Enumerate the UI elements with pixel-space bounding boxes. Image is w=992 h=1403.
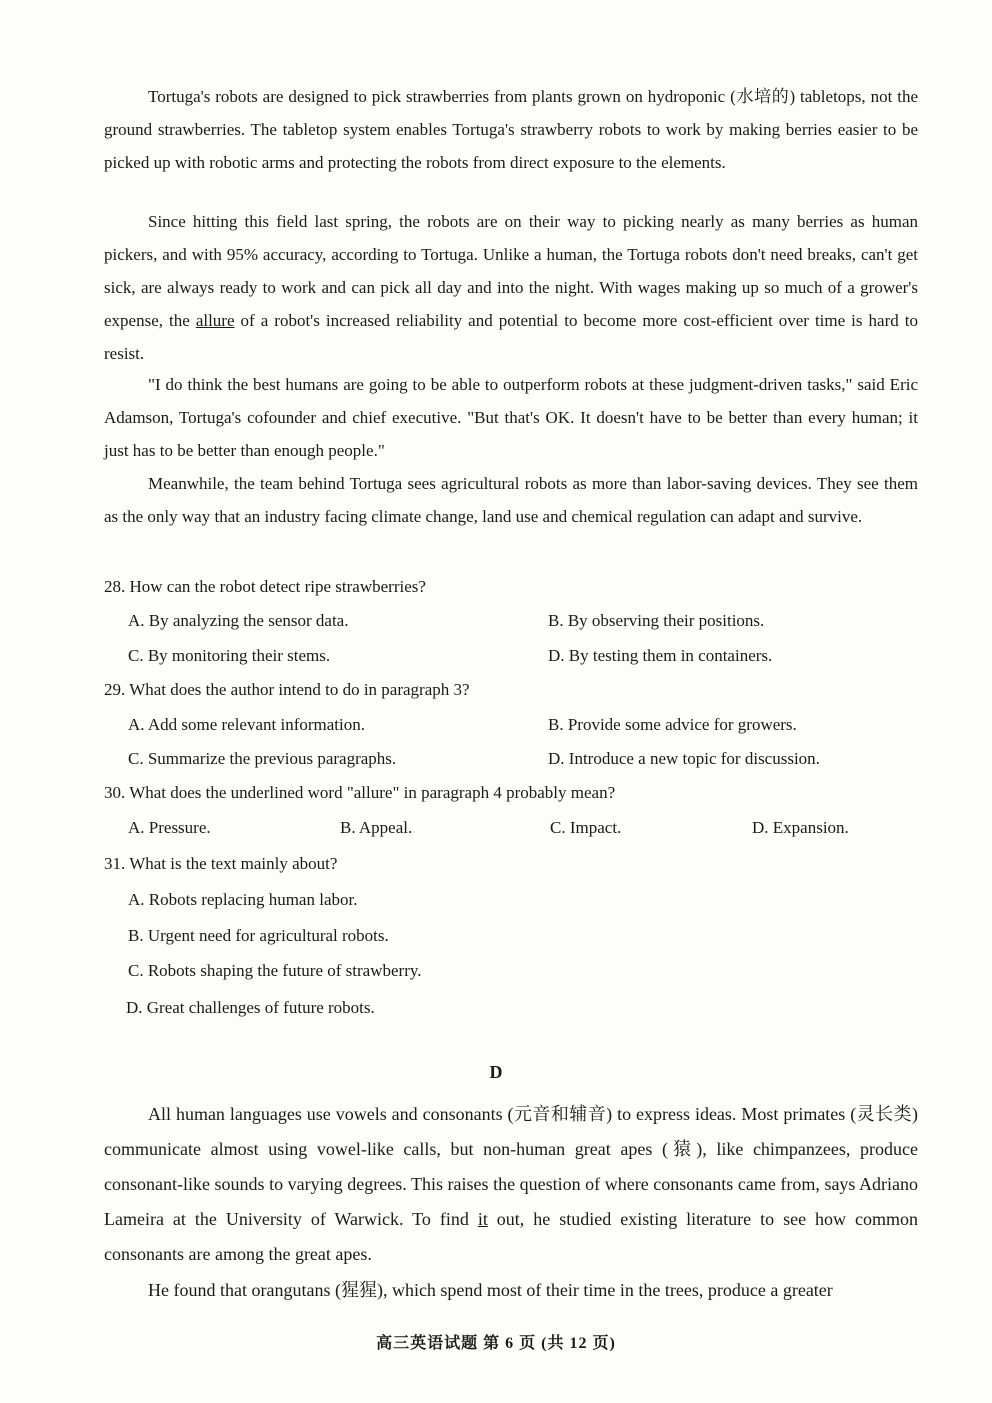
q29-option-c: C. Summarize the previous paragraphs. [128, 749, 397, 768]
q28-option-d: D. By testing them in containers. [548, 646, 773, 665]
section-d-heading: D [489, 1062, 503, 1082]
q31-option-b: B. Urgent need for agricultural robots. [128, 926, 389, 945]
q31-option-c: C. Robots shaping the future of strawberry. [128, 961, 422, 980]
section-d-paragraph-1: All human languages use vowels and consonants (元音和辅音) to express ideas. Most primates (灵长类) communicate almost using vowel-like calls, but non-human great apes (猿), like chimpanzees, produce consonant-like sounds to varying degrees. This raises the question of where consonants came from, says Adriano Lameira at the University of Warwick. To find it out, he studied existing literature to see how common consonants are among the great apes. [104, 1104, 918, 1264]
q29-option-a: A. Add some relevant information. [128, 715, 366, 734]
q31-option-a: A. Robots replacing human labor. [128, 890, 358, 909]
q30-option-b: B. Appeal. [340, 818, 413, 837]
question-28-stem: 28. How can the robot detect ripe strawberries? [104, 577, 426, 596]
paragraph-2: Since hitting this field last spring, the robots are on their way to picking nearly as many berries as human pickers, and with 95% accuracy, according to Tortuga. Unlike a human, the Tortuga robots don't need breaks, can't get sick, are always ready to work and can pick all day and into the night. With wages making up so much of a grower's expense, the allure of a robot's increased reliability and potential to become more cost-efficient over time is hard to resist. [104, 212, 918, 363]
underlined-word-it: it [477, 1209, 488, 1229]
question-31-stem: 31. What is the text mainly about? [104, 854, 338, 873]
q30-option-c: C. Impact. [550, 818, 622, 837]
q30-option-a: A. Pressure. [128, 818, 211, 837]
paragraph-4: Meanwhile, the team behind Tortuga sees agricultural robots as more than labor-saving devices. They see them as the only way that an industry facing climate change, land use and chemical regulation can adapt and survive. [104, 474, 918, 526]
paragraph-1: Tortuga's robots are designed to pick strawberries from plants grown on hydroponic (水培的) tabletops, not the ground strawberries. The tabletop system enables Tortuga's strawberry robots to work by making berries easier to be picked up with robotic arms and protecting the robots from direct exposure to the elements. [104, 87, 918, 172]
paragraph-3: "I do think the best humans are going to be able to outperform robots at these judgment-driven tasks," said Eric Adamson, Tortuga's cofounder and chief executive. "But that's OK. It doesn't have to be better than every human; it just has to be better than enough people." [104, 375, 918, 460]
question-30-stem: 30. What does the underlined word "allure" in paragraph 4 probably mean? [104, 783, 616, 802]
q28-option-a: A. By analyzing the sensor data. [128, 611, 349, 630]
q31-option-d: D. Great challenges of future robots. [126, 998, 375, 1017]
question-29-stem: 29. What does the author intend to do in paragraph 3? [104, 680, 470, 699]
underlined-word-allure: allure [195, 311, 235, 330]
page-footer: 高三英语试题 第 6 页 (共 12 页) [376, 1335, 616, 1352]
q29-option-d: D. Introduce a new topic for discussion. [548, 749, 820, 768]
q29-option-b: B. Provide some advice for growers. [548, 715, 797, 734]
section-d-paragraph-2: He found that orangutans (猩猩), which spend most of their time in the trees, produce a greater [148, 1280, 833, 1300]
q30-option-d: D. Expansion. [752, 818, 849, 837]
q28-option-c: C. By monitoring their stems. [128, 646, 331, 665]
q28-option-b: B. By observing their positions. [548, 611, 765, 630]
